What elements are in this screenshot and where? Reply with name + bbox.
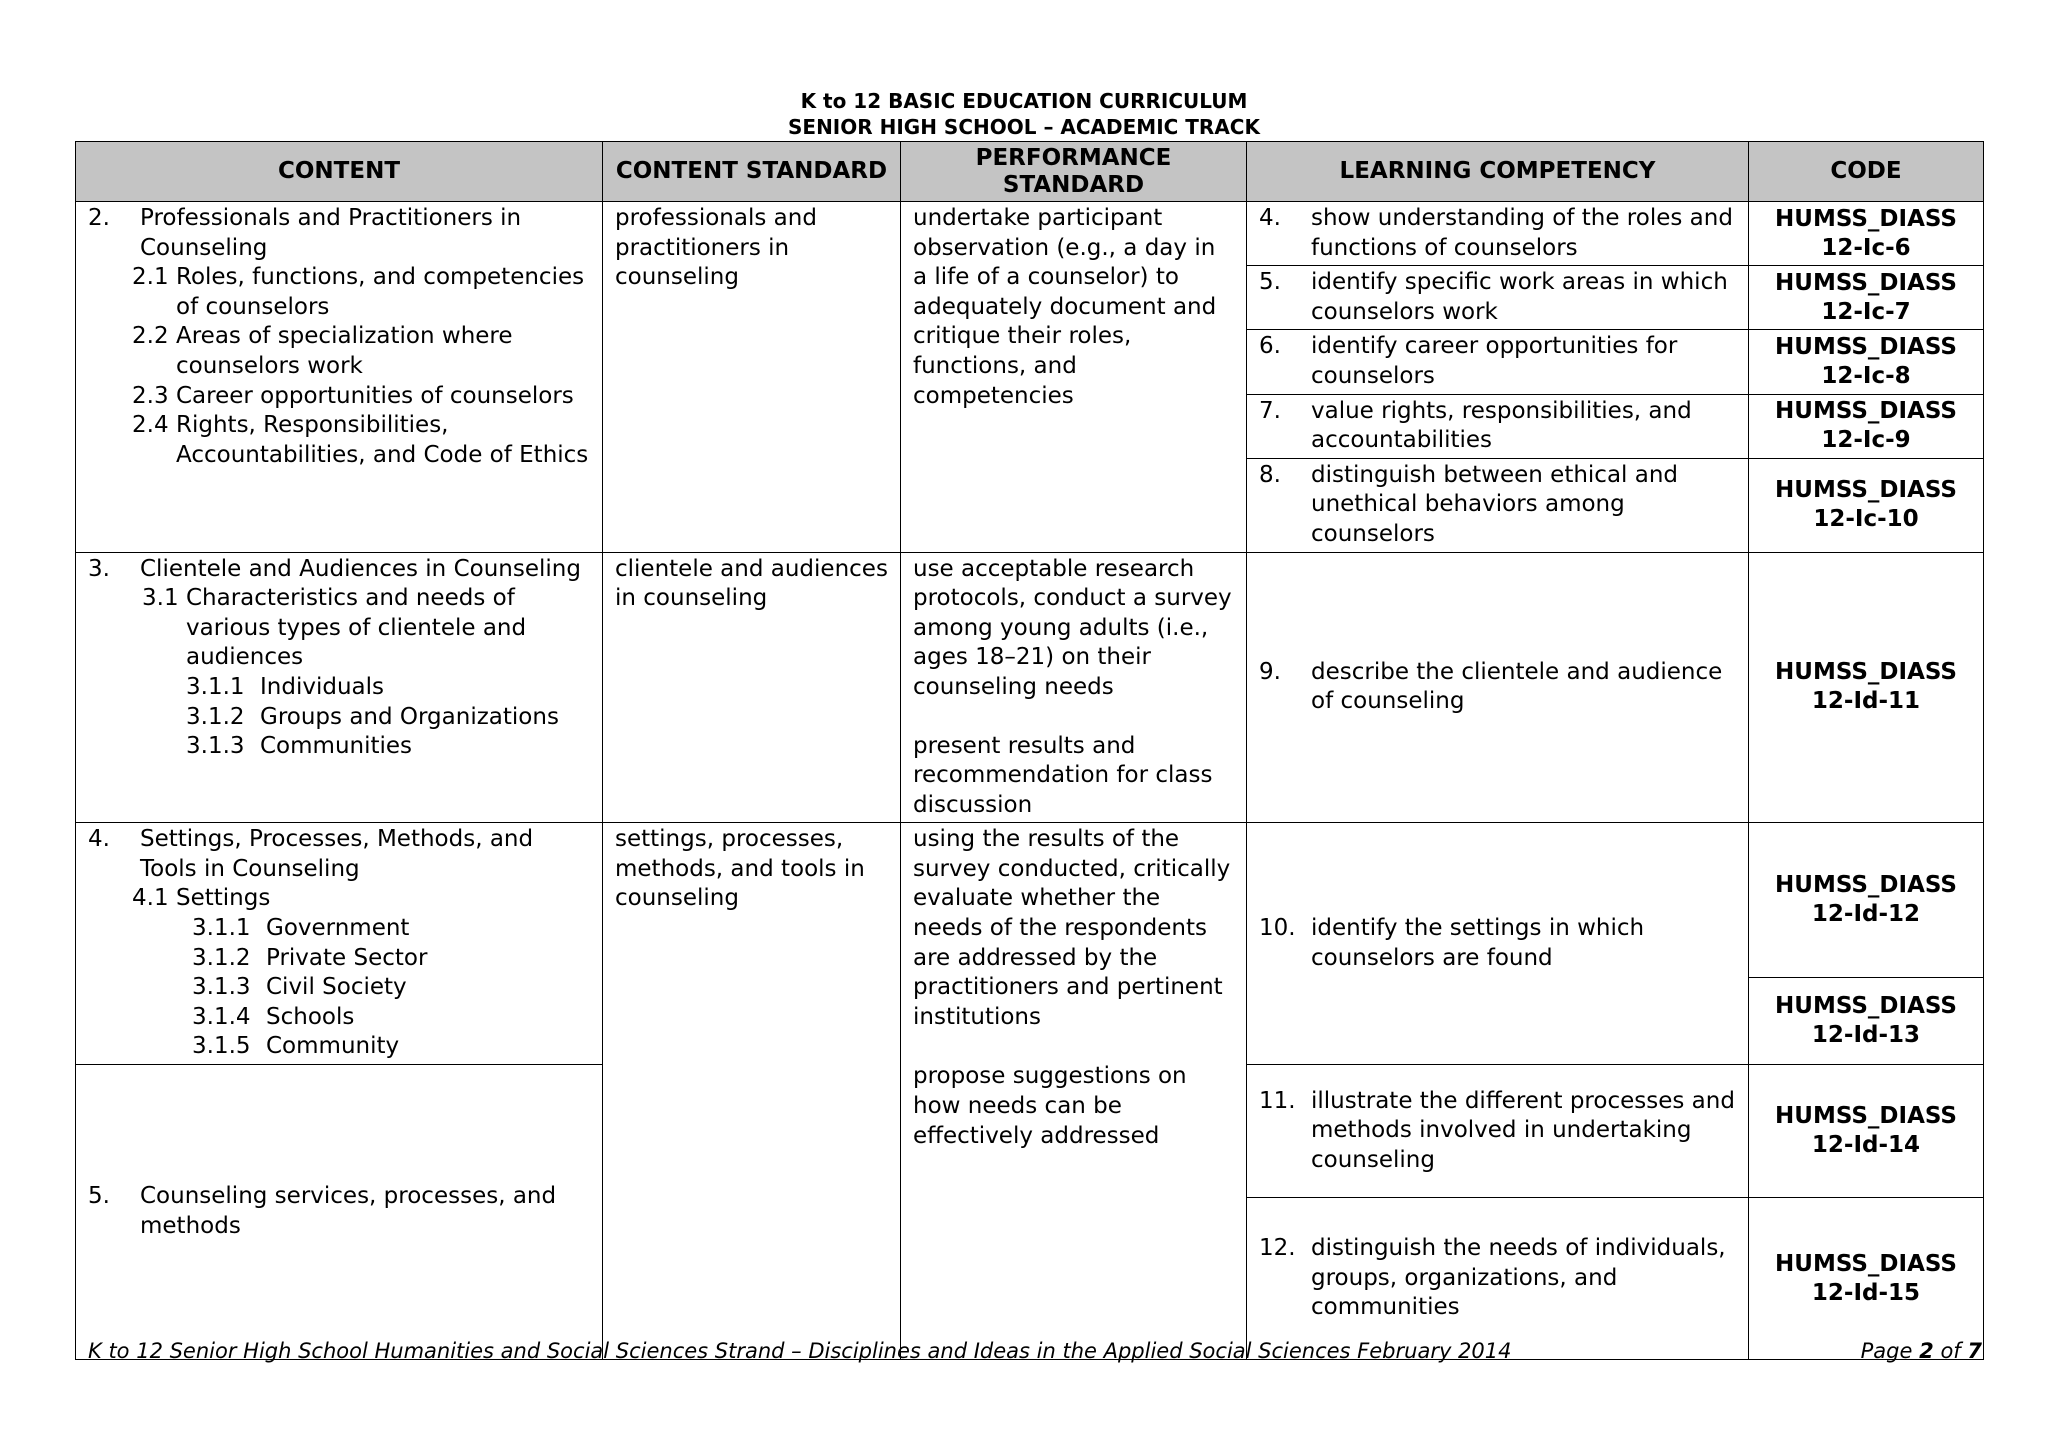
list-item: 2. Professionals and Practitioners in Counseling xyxy=(88,205,522,261)
list-item: 3.1.2 Groups and Organizations xyxy=(186,703,559,730)
competency-cell: 4. show understanding of the roles and functions of counselors xyxy=(1247,202,1749,266)
list-item: 4.1 Settings xyxy=(132,885,271,912)
list-item: 2.2 Areas of specialization where counselors work xyxy=(132,323,513,379)
competency-cell: 10. identify the settings in which counselors are found xyxy=(1247,823,1749,1065)
code-cell: HUMSS_DIASS 12-Id-12 xyxy=(1749,823,1984,977)
list-item: 3. Clientele and Audiences in Counseling xyxy=(88,555,581,582)
competency-cell: 6. identify career opportunities for counselors xyxy=(1247,330,1749,394)
col-performance-standard: PERFORMANCE STANDARD xyxy=(901,142,1247,202)
code-cell: HUMSS_DIASS 12-Id-15 xyxy=(1749,1198,1984,1360)
content-cell xyxy=(76,552,603,823)
list-item: 2.1 Roles, functions, and competencies of counselors xyxy=(132,264,585,320)
code-cell: HUMSS_DIASS 12-Ic-6 xyxy=(1749,202,1984,266)
performance-standard-cell: use acceptable research protocols, conduct a survey among young adults (i.e., ages 18–21) on their counseling needs present results and recommendation for class discussion xyxy=(901,552,1247,823)
code-cell: HUMSS_DIASS 12-Id-13 xyxy=(1749,977,1984,1064)
col-learning-competency: LEARNING COMPETENCY xyxy=(1247,142,1749,202)
competency-cell: 11. illustrate the different processes and methods involved in undertaking counseling xyxy=(1247,1065,1749,1198)
competency-cell: 12. distinguish the needs of individuals, groups, organizations, and communities xyxy=(1247,1198,1749,1360)
content-standard-cell: clientele and audiences in counseling xyxy=(603,552,901,823)
table-row xyxy=(76,202,1984,266)
header-row xyxy=(76,142,1984,202)
performance-standard-cell: undertake participant observation (e.g., a day in a life of a counselor) to adequately document and critique their roles, functions, and competencies xyxy=(901,202,1247,553)
col-content-standard: CONTENT STANDARD xyxy=(603,142,901,202)
competency-cell: 7. value rights, responsibilities, and accountabilities xyxy=(1247,394,1749,458)
code-cell: HUMSS_DIASS 12-Ic-7 xyxy=(1749,266,1984,330)
code-cell: HUMSS_DIASS 12-Ic-10 xyxy=(1749,458,1984,552)
code-cell: HUMSS_DIASS 12-Id-11 xyxy=(1749,552,1984,823)
competency-cell: 8. distinguish between ethical and unethical behaviors among counselors xyxy=(1247,458,1749,552)
competency-cell: 5. identify specific work areas in which counselors work xyxy=(1247,266,1749,330)
document-header xyxy=(0,88,2048,140)
code-cell: HUMSS_DIASS 12-Ic-9 xyxy=(1749,394,1984,458)
list-item: 5. Counseling services, processes, and methods xyxy=(88,1183,557,1240)
list-item: 3.1.3 Communities xyxy=(186,733,413,760)
footer-title: K to 12 Senior High School Humanities and Social Sciences Strand – Disciplines and Ideas in the Applied Social Sciences February 2014 xyxy=(88,1339,1512,1363)
list-item: 3.1.4 Schools xyxy=(192,1003,355,1030)
curriculum-table xyxy=(75,141,1984,1360)
table-row xyxy=(76,823,1984,977)
col-code: CODE xyxy=(1749,142,1984,202)
content-standard-cell: settings, processes, methods, and tools in counseling xyxy=(603,823,901,1360)
performance-standard-cell: using the results of the survey conducted, critically evaluate whether the needs of the respondents are addressed by the practitioners and pertinent institutions propose suggestions on how needs can be effectively addressed xyxy=(901,823,1247,1360)
content-cell xyxy=(76,202,603,553)
list-item: 4. Settings, Processes, Methods, and Tools in Counseling xyxy=(88,826,534,882)
track-title: SENIOR HIGH SCHOOL – ACADEMIC TRACK xyxy=(788,115,1260,139)
list-item: 2.4 Rights, Responsibilities, Accountabilities, and Code of Ethics xyxy=(132,412,589,468)
list-item: 3.1 Characteristics and needs of various types of clientele and audiences xyxy=(142,585,527,671)
list-item: 3.1.5 Community xyxy=(192,1033,400,1060)
list-item: 3.1.1 Government xyxy=(192,915,410,942)
code-cell: HUMSS_DIASS 12-Ic-8 xyxy=(1749,330,1984,394)
code-cell: HUMSS_DIASS 12-Id-14 xyxy=(1749,1065,1984,1198)
page-footer xyxy=(88,1339,1982,1363)
list-item: 3.1.3 Civil Society xyxy=(192,974,407,1001)
curriculum-title: K to 12 BASIC EDUCATION CURRICULUM xyxy=(800,89,1248,113)
table-row xyxy=(76,552,1984,823)
content-cell xyxy=(76,823,603,1065)
page-number: Page 2 of 7 xyxy=(1860,1339,1982,1363)
list-item: 3.1.2 Private Sector xyxy=(192,944,428,971)
competency-cell: 9. describe the clientele and audience of counseling xyxy=(1247,552,1749,823)
list-item: 3.1.1 Individuals xyxy=(186,673,384,700)
col-content: CONTENT xyxy=(76,142,603,202)
content-cell xyxy=(76,1065,603,1360)
content-standard-cell: professionals and practitioners in counseling xyxy=(603,202,901,553)
list-item: 2.3 Career opportunities of counselors xyxy=(132,382,574,409)
